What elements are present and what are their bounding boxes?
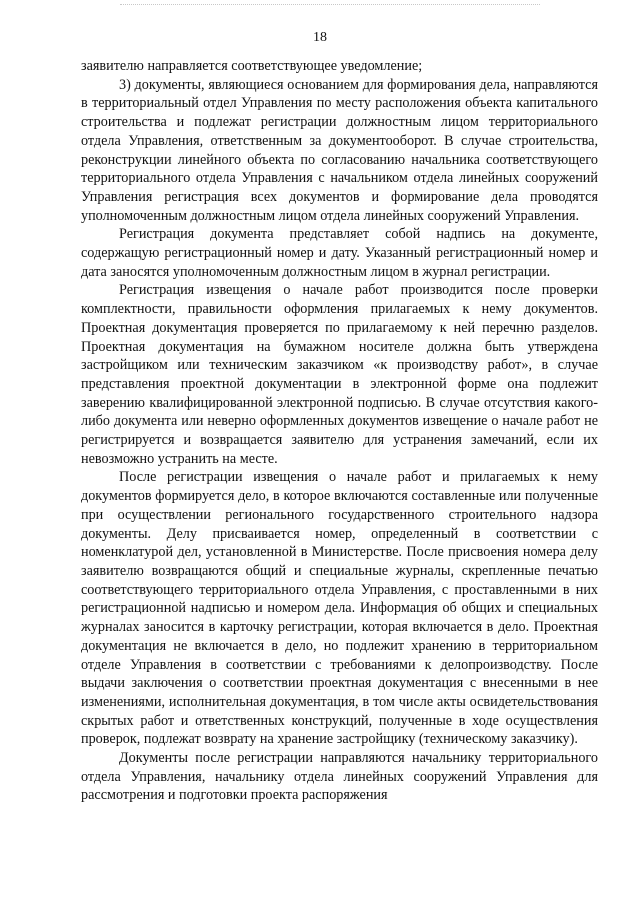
paragraph-registration-definition: Регистрация документа представляет собой надпись на документе, содержащую регистрационный номер и дату. Указанный регистрационный номер и дата заносятся уполномоченным должностным лицом в журнал регистрации. xyxy=(81,226,598,280)
paragraph-continuation: заявителю направляется соответствующее уведомление; xyxy=(81,58,423,74)
paragraph-item-3: 3) документы, являющиеся основанием для формирования дела, направляются в территориальный отдел Управления по месту расположения объекта капитального строительства и подлежат регистрации должностным лицом территориального отдела Управления, ответственным за документооборот. В случае строительства, реконструкции линейного объекта по согласованию начальника соответствующего территориального отдела Управления с начальником отдела линейных сооружений Управления регистрация всех документов и формирование дела проводятся уполномоченным должностным лицом отдела линейных сооружений Управления. xyxy=(81,76,598,224)
document-body xyxy=(81,57,598,805)
scan-edge-artifact xyxy=(120,4,540,6)
paragraph-case-formation: После регистрации извещения о начале работ и прилагаемых к нему документов формируется дело, в которое включаются составленные или полученные при осуществлении регионального государственного строительного надзора документы. Делу присваивается номер, определенный в соответствии с номенклатурой дел, установленной в Министерстве. После присвоения номера делу заявителю возвращаются общий и специальные журналы, скрепленные печатью соответствующего территориального отдела Управления, с проставленными в них регистрационной надписью и номером дела. Информация об общих и специальных журналах заносится в карточку регистрации, которая включается в дело. Проектная документация не включается в дело, но подлежит хранению в территориальном отделе Управления в соответствии с требованиями к делопроизводству. После выдачи заключения о соответствии проектная документация с внесенными в нее изменениями, исполнительная документация, в том числе акты освидетельствования скрытых работ и ответственных конструкций, полученные в ходе осуществления проверок, подлежат возврату на хранение застройщику (техническому заказчику). xyxy=(81,469,598,748)
paragraph-notice-registration: Регистрация извещения о начале работ производится после проверки комплектности, правильности оформления прилагаемых к нему документов. Проектная документация проверяется по прилагаемому к ней перечню разделов. Проектная документация на бумажном носителе должна быть утверждена застройщиком или техническим заказчиком «к производству работ», в случае представления проектной документации в электронной форме она подлежит заверению квалифицированной электронной подписью. В случае отсутствия какого-либо документа или неверно оформленных документов извещение о начале работ не регистрируется и возвращается заявителю для устранения замечаний, если их невозможно устранить на месте. xyxy=(81,282,598,467)
page-number: 18 xyxy=(313,30,327,45)
paragraph-documents-forwarding: Документы после регистрации направляются начальнику территориального отдела Управления, начальнику отдела линейных сооружений Управления для рассмотрения и подготовки проекта распоряжения xyxy=(81,750,598,804)
